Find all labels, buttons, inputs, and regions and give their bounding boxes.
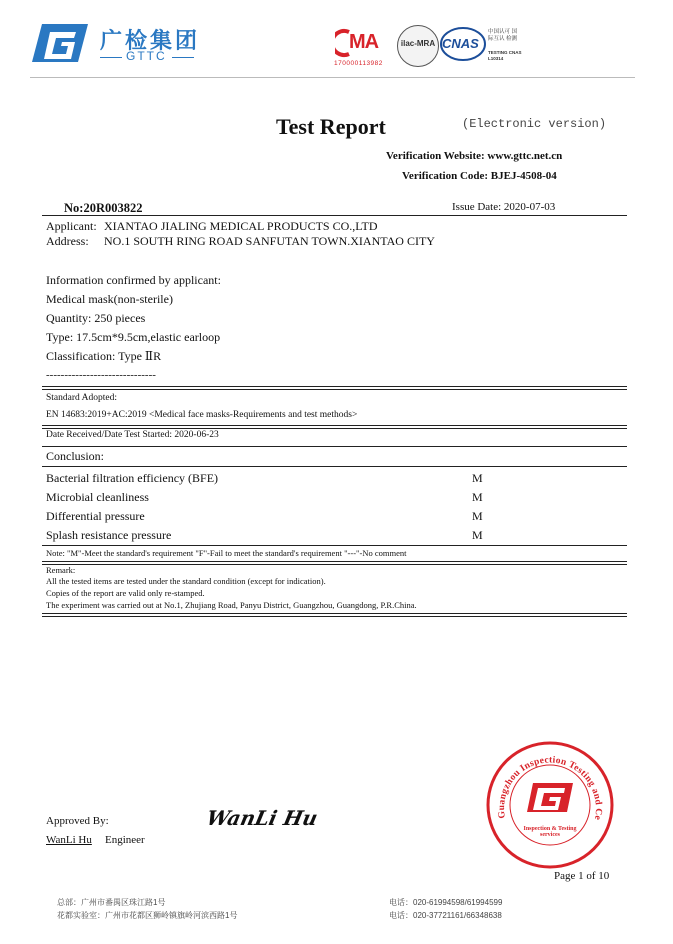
company-logo [30, 22, 90, 64]
standard-value: EN 14683:2019+AC:2019 <Medical face masks-Requirements and test methods> [46, 410, 358, 420]
conclusion-result: M [472, 471, 483, 485]
report-number: No:20R003822 [64, 201, 143, 215]
applicant-value: XIANTAO JIALING MEDICAL PRODUCTS CO.,LTD [104, 219, 378, 233]
conclusion-row [46, 509, 606, 527]
date-received: Date Received/Date Test Started: 2020-06-23 [46, 430, 219, 440]
official-seal [485, 740, 615, 870]
remark-line: All the tested items are tested under the standard condition (except for indication). [46, 576, 326, 586]
issue-date: Issue Date: 2020-07-03 [452, 201, 556, 213]
footer-hq-address: 总部：广州市番禺区珠江路1号 [57, 898, 166, 907]
conclusion-item: Microbial cleanliness [46, 490, 149, 504]
seal-icon [485, 740, 615, 870]
gttc-logo-icon [30, 22, 90, 64]
logo-en-text: GTTC [126, 49, 167, 63]
footer-tel-2: 电话：020-37721161/66348638 [389, 911, 502, 920]
conclusion-rule [42, 466, 627, 467]
svg-text:Guangzhou Inspection Testing a: Guangzhou Inspection Testing and Ce [496, 755, 604, 821]
conclusion-row [46, 490, 606, 508]
remark-line: The experiment was carried out at No.1, Zhujiang Road, Panyu District, Guangzhou, Guangdong, P.R.China. [46, 600, 417, 610]
conclusion-item: Bacterial filtration efficiency (BFE) [46, 471, 219, 485]
report-title: Test Report [276, 114, 386, 139]
conclusion-row [46, 528, 606, 546]
header-divider [30, 77, 635, 78]
ilac-mra-mark [397, 25, 439, 67]
verification-code: Verification Code: BJEJ-4508-04 [402, 170, 557, 182]
logo-en-line-left [100, 57, 122, 58]
remark-label: Remark: [46, 565, 76, 575]
info-dashes: ------------------------------ [46, 369, 156, 381]
footer-tel-1: 电话：020-61994598/61994599 [389, 898, 503, 907]
report-number-rule [42, 215, 627, 216]
section-divider-standard [42, 386, 627, 390]
cma-text: MA [349, 31, 379, 53]
page-number: Page 1 of 10 [554, 870, 610, 882]
conclusion-result: M [472, 490, 483, 504]
conclusion-label: Conclusion: [46, 449, 105, 463]
cnas-cn-text: 中国认可 国际互认 检测 [488, 29, 518, 42]
note-text: Note: "M"-Meet the standard's requirement "F"-Fail to meet the standard's requirement "---"-No comment [46, 548, 407, 558]
section-divider-date [42, 425, 627, 429]
electronic-version-label: (Electronic version) [462, 117, 607, 131]
cma-number: 170000113982 [334, 60, 383, 67]
ilac-text: ilac-MRA [400, 39, 436, 48]
conclusion-result: M [472, 528, 483, 542]
note-top-rule [42, 545, 627, 546]
cnas-text: CNAS [442, 36, 479, 51]
logo-en-line-right [172, 57, 194, 58]
info-type: Type: 17.5cm*9.5cm,elastic earloop [46, 330, 221, 344]
verification-website: Verification Website: www.gttc.net.cn [386, 150, 563, 162]
approver-name: WanLi Hu [46, 834, 92, 846]
conclusion-result: M [472, 509, 483, 523]
logo-cn-text: 广检集团 [100, 28, 201, 53]
applicant-label: Applicant: [46, 219, 97, 233]
info-heading: Information confirmed by applicant: [46, 273, 221, 287]
approved-by-label: Approved By: [46, 815, 109, 827]
approver-role: Engineer [105, 834, 145, 846]
seal-bottom-text: Inspection & Testing services [523, 826, 577, 838]
cnas-sub-text: TESTING CNAS L10314 [488, 50, 522, 61]
date-received-rule [42, 446, 627, 447]
cnas-mark [440, 26, 486, 62]
conclusion-item: Splash resistance pressure [46, 528, 172, 542]
conclusion-row [46, 471, 606, 489]
handwritten-signature: WanLi Hu [204, 806, 320, 830]
address-value: NO.1 SOUTH RING ROAD SANFUTAN TOWN.XIANTAO CITY [104, 234, 435, 248]
remark-bottom-rule [42, 613, 627, 617]
info-product: Medical mask(non-sterile) [46, 292, 173, 306]
address-label: Address: [46, 234, 89, 248]
footer-lab-address: 花都实验室：广州市花都区狮岭镇旗岭河滨西路1号 [57, 911, 238, 920]
standard-label: Standard Adopted: [46, 393, 117, 403]
conclusion-item: Differential pressure [46, 509, 145, 523]
cma-mark [335, 28, 383, 58]
remark-line: Copies of the report are valid only re-stamped. [46, 588, 205, 598]
note-bottom-rule [42, 561, 627, 565]
info-classification: Classification: Type ⅡR [46, 349, 162, 363]
info-quantity: Quantity: 250 pieces [46, 311, 146, 325]
